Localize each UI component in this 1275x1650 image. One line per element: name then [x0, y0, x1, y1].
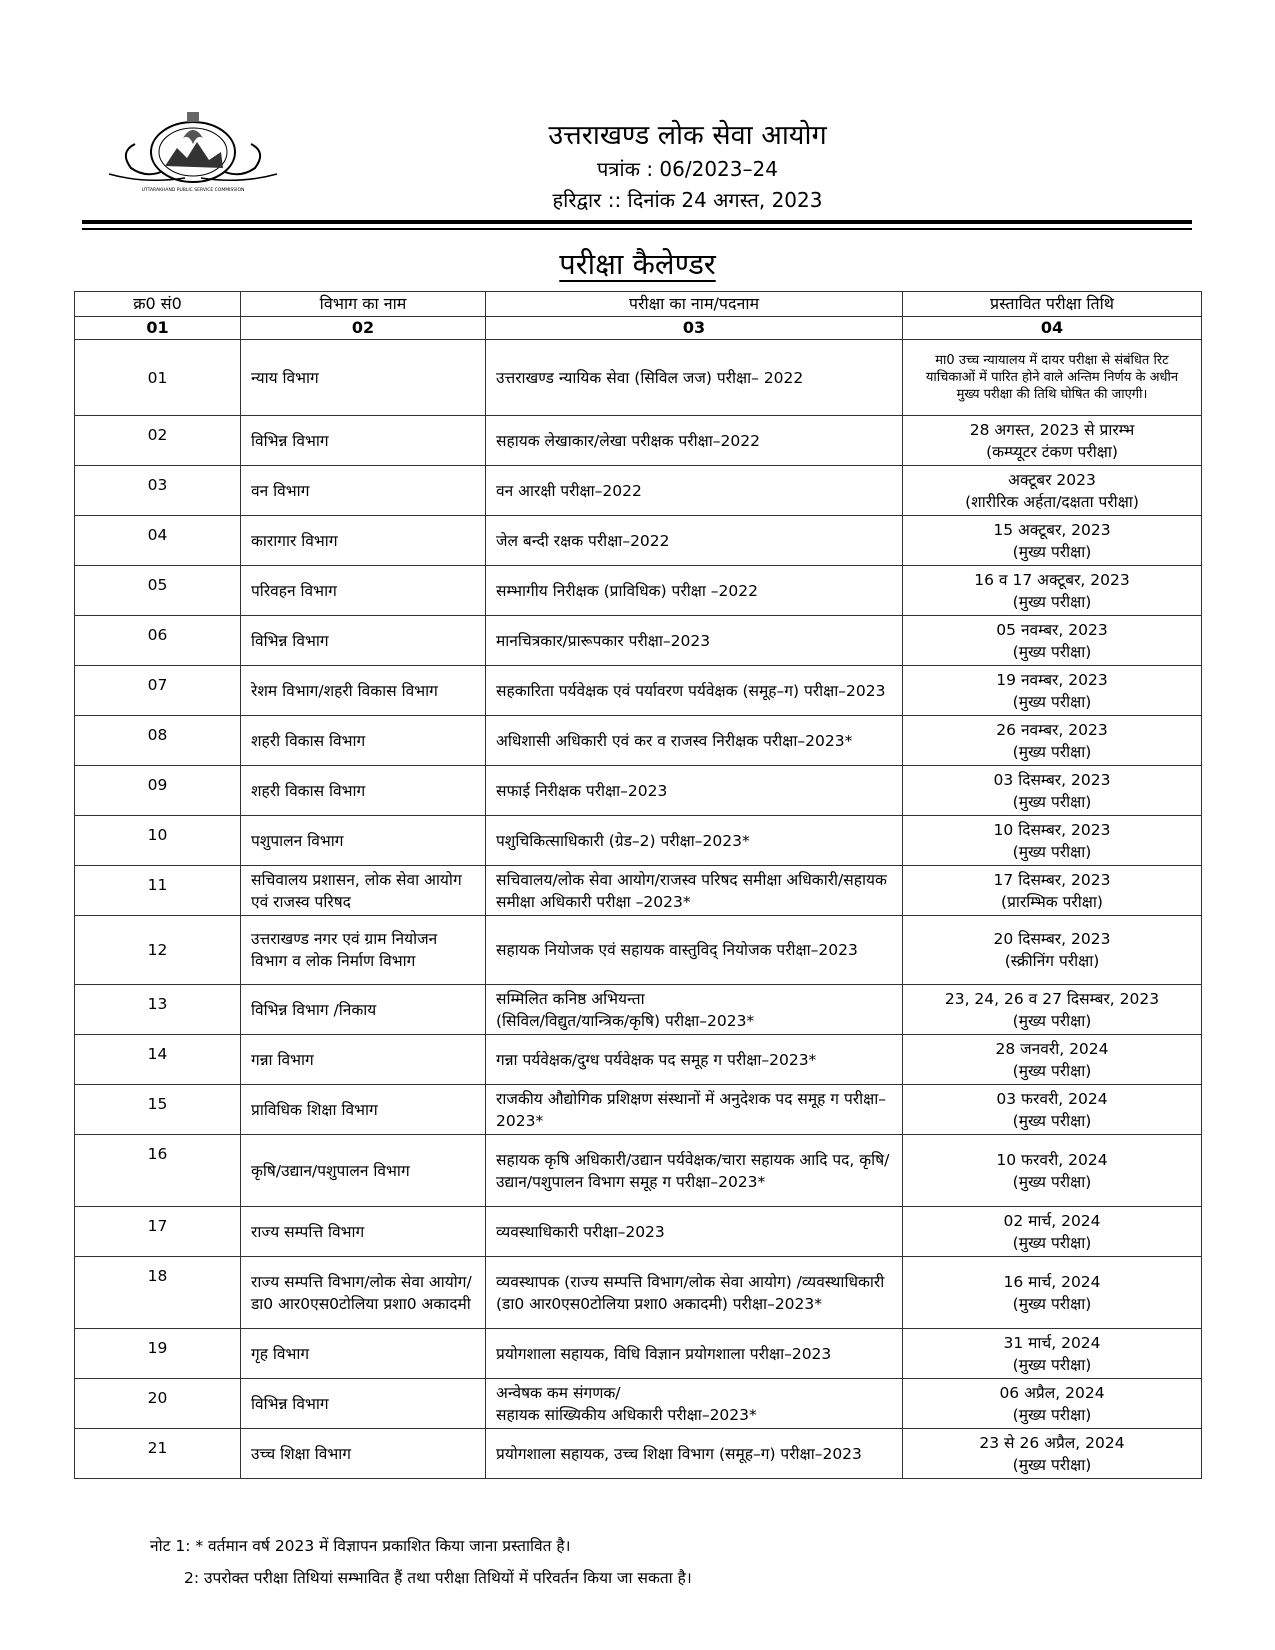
- exam-date-cell: 26 नवम्बर, 2023 (मुख्य परीक्षा): [903, 716, 1202, 766]
- department-cell: गन्ना विभाग: [241, 1035, 486, 1085]
- exam-date-cell: 17 दिसम्बर, 2023 (प्रारम्भिक परीक्षा): [903, 866, 1202, 916]
- exam-date-cell: 10 फरवरी, 2024 (मुख्य परीक्षा): [903, 1135, 1202, 1207]
- table-row: [75, 716, 1202, 766]
- exam-name-cell: उत्तराखण्ड न्यायिक सेवा (सिविल जज) परीक्षा– 2022: [486, 340, 903, 416]
- table-row: [75, 466, 1202, 516]
- department-cell: कृषि/उद्यान/पशुपालन विभाग: [241, 1135, 486, 1207]
- table-row: [75, 666, 1202, 716]
- department-cell: राज्य सम्पत्ति विभाग: [241, 1207, 486, 1257]
- table-row: [75, 1207, 1202, 1257]
- exam-name-cell: सहायक कृषि अधिकारी/उद्यान पर्यवेक्षक/चारा सहायक आदि पद, कृषि/उद्यान/पशुपालन विभाग समूह ग परीक्षा–2023*: [486, 1135, 903, 1207]
- exam-name-cell: प्रयोगशाला सहायक, विधि विज्ञान प्रयोगशाला परीक्षा–2023: [486, 1329, 903, 1379]
- serial-cell: 18: [75, 1257, 241, 1329]
- serial-cell: 03: [75, 466, 241, 516]
- serial-cell: 10: [75, 816, 241, 866]
- serial-cell: 14: [75, 1035, 241, 1085]
- column-number: 02: [241, 317, 486, 340]
- exam-date-cell: 20 दिसम्बर, 2023 (स्क्रीनिंग परीक्षा): [903, 916, 1202, 985]
- exam-name-cell: अन्वेषक कम संगणक/ सहायक सांख्यिकीय अधिकारी परीक्षा–2023*: [486, 1379, 903, 1429]
- serial-cell: 04: [75, 516, 241, 566]
- column-number-row: [75, 317, 1202, 340]
- table-header-row: [75, 292, 1202, 317]
- exam-date-cell: 28 जनवरी, 2024 (मुख्य परीक्षा): [903, 1035, 1202, 1085]
- exam-name-cell: सहायक नियोजक एवं सहायक वास्तुविद् नियोजक परीक्षा–2023: [486, 916, 903, 985]
- exam-name-cell: सचिवालय/लोक सेवा आयोग/राजस्व परिषद समीक्षा अधिकारी/सहायक समीक्षा अधिकारी परीक्षा –2023*: [486, 866, 903, 916]
- exam-name-cell: व्यवस्थाधिकारी परीक्षा–2023: [486, 1207, 903, 1257]
- department-cell: उत्तराखण्ड नगर एवं ग्राम नियोजन विभाग व लोक निर्माण विभाग: [241, 916, 486, 985]
- exam-calendar-table: [74, 291, 1202, 1479]
- table-row: [75, 816, 1202, 866]
- exam-date-cell: 28 अगस्त, 2023 से प्रारम्भ (कम्प्यूटर टंकण परीक्षा): [903, 416, 1202, 466]
- serial-cell: 19: [75, 1329, 241, 1379]
- department-cell: रेशम विभाग/शहरी विकास विभाग: [241, 666, 486, 716]
- note-2: 2: उपरोक्त परीक्षा तिथियां सम्भावित हैं तथा परीक्षा तिथियों में परिवर्तन किया जा सकता है।: [184, 1569, 692, 1587]
- page-title: परीक्षा कैलेण्डर: [559, 247, 716, 281]
- department-cell: गृह विभाग: [241, 1329, 486, 1379]
- serial-cell: 17: [75, 1207, 241, 1257]
- table-row: [75, 985, 1202, 1035]
- column-number: 01: [75, 317, 241, 340]
- table-row: [75, 566, 1202, 616]
- department-cell: विभिन्न विभाग: [241, 416, 486, 466]
- table-row: [75, 416, 1202, 466]
- exam-name-cell: राजकीय औद्योगिक प्रशिक्षण संस्थानों में अनुदेशक पद समूह ग परीक्षा–2023*: [486, 1085, 903, 1135]
- column-header: प्रस्तावित परीक्षा तिथि: [903, 292, 1202, 317]
- exam-name-cell: गन्ना पर्यवेक्षक/दुग्ध पर्यवेक्षक पद समूह ग परीक्षा–2023*: [486, 1035, 903, 1085]
- exam-name-cell: मानचित्रकार/प्रारूपकार परीक्षा–2023: [486, 616, 903, 666]
- column-header: परीक्षा का नाम/पदनाम: [486, 292, 903, 317]
- exam-name-cell: सम्भागीय निरीक्षक (प्राविधिक) परीक्षा –2022: [486, 566, 903, 616]
- table-row: [75, 1329, 1202, 1379]
- serial-cell: 11: [75, 866, 241, 916]
- exam-name-cell: पशुचिकित्साधिकारी (ग्रेड–2) परीक्षा–2023*: [486, 816, 903, 866]
- serial-cell: 02: [75, 416, 241, 466]
- table-row: [75, 1379, 1202, 1429]
- exam-date-cell: 16 मार्च, 2024 (मुख्य परीक्षा): [903, 1257, 1202, 1329]
- department-cell: शहरी विकास विभाग: [241, 766, 486, 816]
- exam-name-cell: सफाई निरीक्षक परीक्षा–2023: [486, 766, 903, 816]
- table-row: [75, 340, 1202, 416]
- exam-date-cell: 19 नवम्बर, 2023 (मुख्य परीक्षा): [903, 666, 1202, 716]
- serial-cell: 15: [75, 1085, 241, 1135]
- exam-name-cell: प्रयोगशाला सहायक, उच्च शिक्षा विभाग (समूह–ग) परीक्षा–2023: [486, 1429, 903, 1479]
- exam-date-cell: 02 मार्च, 2024 (मुख्य परीक्षा): [903, 1207, 1202, 1257]
- department-cell: विभिन्न विभाग: [241, 616, 486, 666]
- column-number: 03: [486, 317, 903, 340]
- note-1: नोट 1: * वर्तमान वर्ष 2023 में विज्ञापन प्रकाशित किया जाना प्रस्तावित है।: [150, 1537, 571, 1555]
- exam-date-cell: 05 नवम्बर, 2023 (मुख्य परीक्षा): [903, 616, 1202, 666]
- table-row: [75, 1429, 1202, 1479]
- department-cell: कारागार विभाग: [241, 516, 486, 566]
- department-cell: न्याय विभाग: [241, 340, 486, 416]
- svg-text:UTTARAKHAND PUBLIC SERVICE COM: UTTARAKHAND PUBLIC SERVICE COMMISSION: [141, 188, 245, 193]
- serial-cell: 01: [75, 340, 241, 416]
- exam-date-cell: 06 अप्रैल, 2024 (मुख्य परीक्षा): [903, 1379, 1202, 1429]
- header-rule-thin: [82, 228, 1192, 230]
- department-cell: विभिन्न विभाग /निकाय: [241, 985, 486, 1035]
- exam-name-cell: जेल बन्दी रक्षक परीक्षा–2022: [486, 516, 903, 566]
- department-cell: वन विभाग: [241, 466, 486, 516]
- place-date: हरिद्वार :: दिनांक 24 अगस्त, 2023: [552, 188, 823, 212]
- exam-name-cell: अधिशासी अधिकारी एवं कर व राजस्व निरीक्षक परीक्षा–2023*: [486, 716, 903, 766]
- exam-name-cell: सहकारिता पर्यवेक्षक एवं पर्यावरण पर्यवेक्षक (समूह–ग) परीक्षा–2023: [486, 666, 903, 716]
- serial-cell: 05: [75, 566, 241, 616]
- header-rule-thick: [82, 220, 1192, 224]
- table-row: [75, 616, 1202, 666]
- table-row: [75, 916, 1202, 985]
- exam-name-cell: सम्मिलित कनिष्ठ अभियन्ता (सिविल/विद्युत/यान्त्रिक/कृषि) परीक्षा–2023*: [486, 985, 903, 1035]
- table-row: [75, 1085, 1202, 1135]
- exam-name-cell: वन आरक्षी परीक्षा–2022: [486, 466, 903, 516]
- serial-cell: 09: [75, 766, 241, 816]
- reference-number: पत्रांक : 06/2023–24: [597, 157, 778, 181]
- department-cell: उच्च शिक्षा विभाग: [241, 1429, 486, 1479]
- department-cell: सचिवालय प्रशासन, लोक सेवा आयोग एवं राजस्व परिषद: [241, 866, 486, 916]
- exam-date-cell: 15 अक्टूबर, 2023 (मुख्य परीक्षा): [903, 516, 1202, 566]
- exam-name-cell: सहायक लेखाकार/लेखा परीक्षक परीक्षा–2022: [486, 416, 903, 466]
- table-row: [75, 1035, 1202, 1085]
- department-cell: विभिन्न विभाग: [241, 1379, 486, 1429]
- org-name: उत्तराखण्ड लोक सेवा आयोग: [548, 120, 827, 151]
- serial-cell: 07: [75, 666, 241, 716]
- exam-name-cell: व्यवस्थापक (राज्य सम्पत्ति विभाग/लोक सेवा आयोग) /व्यवस्थाधिकारी (डा0 आर0एस0टोलिया प्रशा0 अकादमी) परीक्षा–2023*: [486, 1257, 903, 1329]
- department-cell: राज्य सम्पत्ति विभाग/लोक सेवा आयोग/डा0 आर0एस0टोलिया प्रशा0 अकादमी: [241, 1257, 486, 1329]
- column-number: 04: [903, 317, 1202, 340]
- column-header: क्र0 सं0: [75, 292, 241, 317]
- table-row: [75, 1257, 1202, 1329]
- exam-date-cell: अक्टूबर 2023 (शारीरिक अर्हता/दक्षता परीक्षा): [903, 466, 1202, 516]
- exam-date-cell: 10 दिसम्बर, 2023 (मुख्य परीक्षा): [903, 816, 1202, 866]
- exam-date-cell: 23, 24, 26 व 27 दिसम्बर, 2023 (मुख्य परीक्षा): [903, 985, 1202, 1035]
- serial-cell: 06: [75, 616, 241, 666]
- serial-cell: 20: [75, 1379, 241, 1429]
- exam-date-cell: 03 फरवरी, 2024 (मुख्य परीक्षा): [903, 1085, 1202, 1135]
- table-row: [75, 1135, 1202, 1207]
- exam-date-cell: 16 व 17 अक्टूबर, 2023 (मुख्य परीक्षा): [903, 566, 1202, 616]
- exam-date-cell: 31 मार्च, 2024 (मुख्य परीक्षा): [903, 1329, 1202, 1379]
- serial-cell: 13: [75, 985, 241, 1035]
- serial-cell: 12: [75, 916, 241, 985]
- exam-date-cell: 03 दिसम्बर, 2023 (मुख्य परीक्षा): [903, 766, 1202, 816]
- department-cell: परिवहन विभाग: [241, 566, 486, 616]
- table-row: [75, 766, 1202, 816]
- serial-cell: 16: [75, 1135, 241, 1207]
- table-row: [75, 866, 1202, 916]
- serial-cell: 08: [75, 716, 241, 766]
- exam-date-cell: 23 से 26 अप्रैल, 2024 (मुख्य परीक्षा): [903, 1429, 1202, 1479]
- department-cell: पशुपालन विभाग: [241, 816, 486, 866]
- table-row: [75, 516, 1202, 566]
- serial-cell: 21: [75, 1429, 241, 1479]
- department-cell: प्राविधिक शिक्षा विभाग: [241, 1085, 486, 1135]
- department-cell: शहरी विकास विभाग: [241, 716, 486, 766]
- exam-date-cell: मा0 उच्च न्यायालय में दायर परीक्षा से संबंधित रिट याचिकाओं में पारित होने वाले अन्तिम निर्णय के अधीन मुख्य परीक्षा की तिथि घोषित की जाएगी।: [903, 340, 1202, 416]
- column-header: विभाग का नाम: [241, 292, 486, 317]
